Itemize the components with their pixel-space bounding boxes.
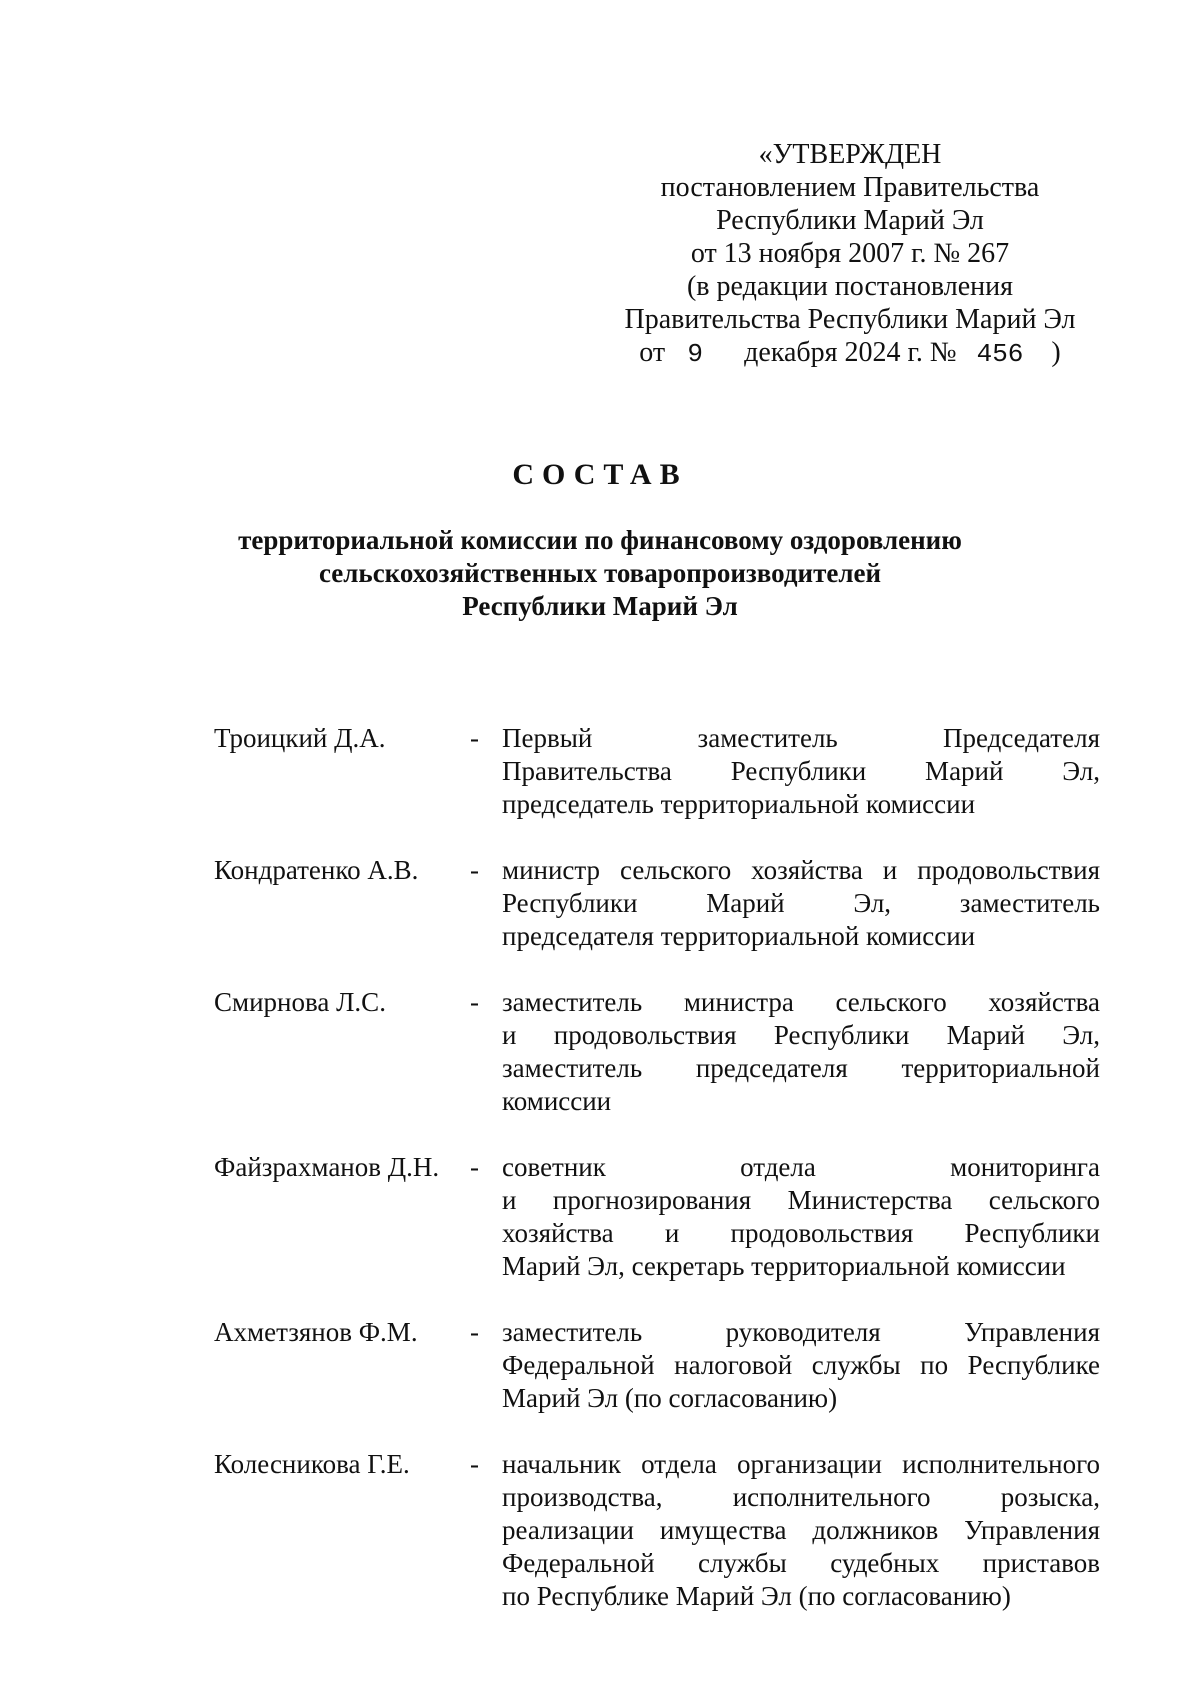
member-name: Троицкий Д.А. — [214, 723, 386, 753]
member-role-line: хозяйства и продовольствия Республики — [502, 1218, 1100, 1248]
member-role-line: советник отдела мониторинга — [502, 1152, 1100, 1182]
member-dash: - — [470, 1152, 479, 1182]
approval-line-7-suffix: ) — [1051, 337, 1061, 368]
approval-line-7 — [600, 336, 1100, 371]
member-dash: - — [470, 1449, 479, 1479]
approval-stamp-block — [600, 138, 1100, 371]
approval-line-7-middle: декабря 2024 г. № — [744, 337, 957, 368]
member-role-line: Республики Марий Эл, заместитель — [502, 888, 1100, 918]
member-role — [502, 854, 1100, 953]
member-role-line: по Республике Марий Эл (по согласованию) — [502, 1581, 1011, 1611]
approval-line-7-prefix: от — [639, 337, 666, 368]
approval-line-6: Правительства Республики Марий Эл — [624, 304, 1076, 335]
member-name: Смирнова Л.С. — [214, 987, 386, 1017]
member-dash: - — [470, 723, 479, 753]
approval-line-1: «УТВЕРЖДЕН — [758, 139, 942, 170]
member-name: Кондратенко А.В. — [214, 855, 419, 885]
member-role-line: Федеральной службы судебных приставов — [502, 1548, 1100, 1578]
member-name: Колесникова Г.Е. — [214, 1449, 410, 1479]
member-role-line: и прогнозирования Министерства сельского — [502, 1185, 1100, 1215]
member-role-line: Первый заместитель Председателя — [502, 723, 1100, 753]
approval-line-2: постановлением Правительства — [660, 172, 1040, 203]
document-subtitle — [0, 524, 1200, 623]
member-role-line: председателя территориальной комиссии — [502, 921, 976, 951]
subtitle-line-1: территориальной комиссии по финансовому оздоровлению — [238, 525, 962, 555]
approval-line-3: Республики Марий Эл — [716, 205, 984, 236]
member-dash: - — [470, 1317, 479, 1347]
members-list — [214, 722, 1100, 1613]
member-role-line: начальник отдела организации исполнительного — [502, 1449, 1100, 1479]
subtitle-line-3: Республики Марий Эл — [462, 591, 738, 621]
member-row — [214, 1151, 1100, 1283]
member-role-line: Федеральной налоговой службы по Республике — [502, 1350, 1100, 1380]
member-role — [502, 1448, 1100, 1613]
member-role — [502, 986, 1100, 1118]
member-name: Файзрахманов Д.Н. — [214, 1152, 440, 1182]
member-row — [214, 854, 1100, 953]
member-name: Ахметзянов Ф.М. — [214, 1317, 418, 1347]
member-role — [502, 1316, 1100, 1415]
member-role-line: комиссии — [502, 1086, 612, 1116]
member-role-line: Марий Эл (по согласованию) — [502, 1383, 838, 1413]
member-role-line: председатель территориальной комиссии — [502, 789, 976, 819]
member-dash: - — [470, 855, 479, 885]
member-role-line: производства, исполнительного розыска, — [502, 1482, 1100, 1512]
member-dash: - — [470, 987, 479, 1017]
member-role — [502, 1151, 1100, 1283]
member-row — [214, 722, 1100, 821]
member-row — [214, 1316, 1100, 1415]
subtitle-line-2: сельскохозяйственных товаропроизводителей — [318, 558, 882, 588]
approval-line-5: (в редакции постановления — [686, 271, 1014, 302]
member-row — [214, 1448, 1100, 1613]
approval-day-field: 9 — [687, 339, 703, 369]
member-role-line: заместитель руководителя Управления — [502, 1317, 1100, 1347]
member-row — [214, 986, 1100, 1118]
member-role-line: Марий Эл, секретарь территориальной комиссии — [502, 1251, 1066, 1281]
member-role-line: Правительства Республики Марий Эл, — [502, 756, 1100, 786]
member-role-line: реализации имущества должников Управления — [502, 1515, 1100, 1545]
approval-line-4: от 13 ноября 2007 г. № 267 — [690, 238, 1010, 269]
member-role-line: министр сельского хозяйства и продовольствия — [502, 855, 1100, 885]
member-role-line: и продовольствия Республики Марий Эл, — [502, 1020, 1100, 1050]
member-role-line: заместитель председателя территориальной — [502, 1053, 1100, 1083]
approval-number-field: 456 — [976, 339, 1024, 369]
member-role — [502, 722, 1100, 821]
member-role-line: заместитель министра сельского хозяйства — [502, 987, 1100, 1017]
document-title: СОСТАВ — [512, 458, 688, 491]
